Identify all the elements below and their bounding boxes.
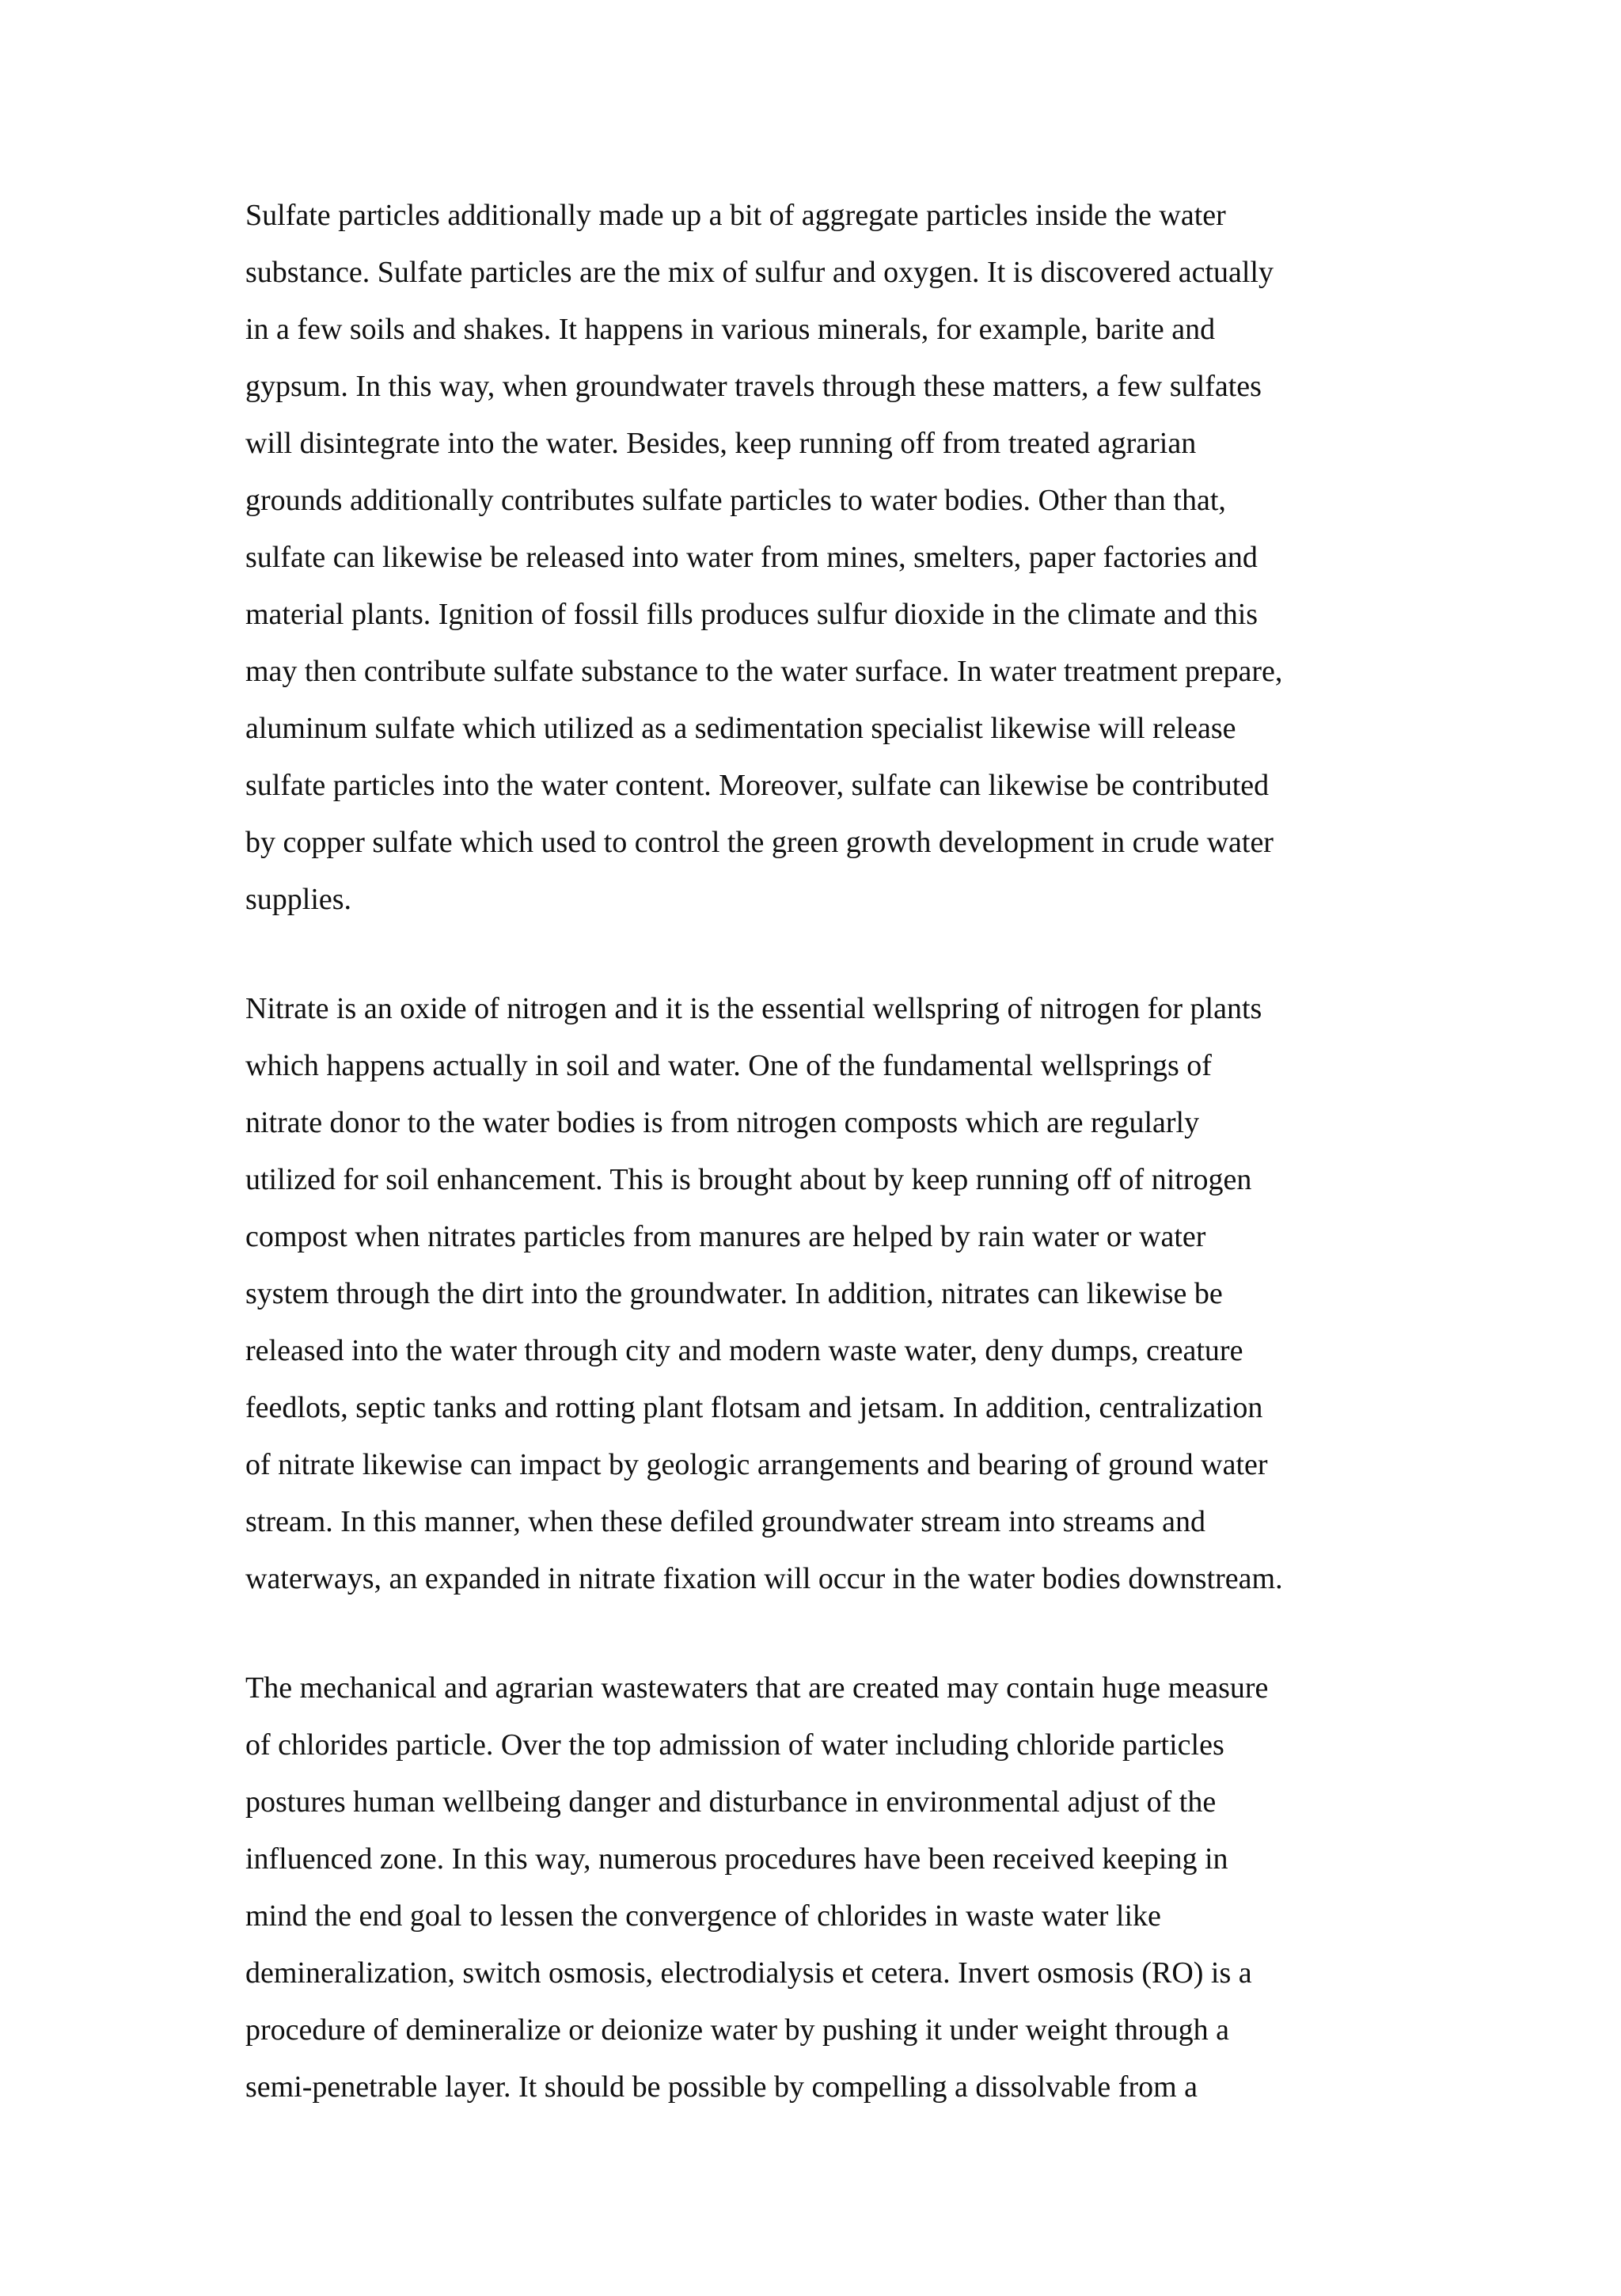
paragraph-line: compost when nitrates particles from manures are helped by rain water or water: [245, 1220, 1206, 1253]
paragraph-line: sulfate particles into the water content. Moreover, sulfate can likewise be contributed: [245, 769, 1270, 802]
paragraph-line: waterways, an expanded in nitrate fixation will occur in the water bodies downstream.: [245, 1562, 1283, 1595]
paragraph-line: semi-penetrable layer. It should be possible by compelling a dissolvable from a: [245, 2070, 1198, 2104]
paragraph-line: system through the dirt into the groundwater. In addition, nitrates can likewise be: [245, 1277, 1223, 1310]
paragraph-line: supplies.: [245, 883, 352, 916]
paragraph-line: nitrate donor to the water bodies is from nitrogen composts which are regularly: [245, 1106, 1200, 1139]
paragraph-line: utilized for soil enhancement. This is brought about by keep running off of nitrogen: [245, 1163, 1252, 1196]
paragraph-line: feedlots, septic tanks and rotting plant flotsam and jetsam. In addition, centralization: [245, 1391, 1263, 1424]
paragraph-line: mind the end goal to lessen the convergence of chlorides in waste water like: [245, 1899, 1161, 1933]
paragraph-line: material plants. Ignition of fossil fills produces sulfur dioxide in the climate and this: [245, 598, 1258, 631]
paragraph-nitrate: [245, 980, 1401, 1607]
paragraph-line: substance. Sulfate particles are the mix of sulfur and oxygen. It is discovered actually: [245, 256, 1274, 289]
paragraph-sulfate: [245, 187, 1401, 928]
paragraph-chlorides: [245, 1659, 1401, 2115]
paragraph-line: in a few soils and shakes. It happens in various minerals, for example, barite and: [245, 313, 1216, 346]
paragraph-line: sulfate can likewise be released into water from mines, smelters, paper factories and: [245, 541, 1258, 574]
paragraph-line: Sulfate particles additionally made up a bit of aggregate particles inside the water: [245, 199, 1226, 232]
paragraph-line: postures human wellbeing danger and disturbance in environmental adjust of the: [245, 1785, 1217, 1819]
paragraph-line: demineralization, switch osmosis, electrodialysis et cetera. Invert osmosis (RO) is a: [245, 1956, 1252, 1990]
paragraph-line: grounds additionally contributes sulfate particles to water bodies. Other than that,: [245, 484, 1226, 517]
paragraph-line: influenced zone. In this way, numerous procedures have been received keeping in: [245, 1842, 1228, 1876]
paragraph-line: The mechanical and agrarian wastewaters that are created may contain huge measure: [245, 1671, 1269, 1705]
paragraph-line: of nitrate likewise can impact by geologic arrangements and bearing of ground water: [245, 1448, 1268, 1481]
paragraph-line: procedure of demineralize or deionize water by pushing it under weight through a: [245, 2013, 1230, 2047]
paragraph-line: will disintegrate into the water. Besides, keep running off from treated agrarian: [245, 427, 1197, 460]
paragraph-line: Nitrate is an oxide of nitrogen and it is the essential wellspring of nitrogen for plants: [245, 992, 1262, 1025]
paragraph-line: by copper sulfate which used to control the green growth development in crude water: [245, 826, 1274, 859]
paragraph-line: may then contribute sulfate substance to the water surface. In water treatment prepare,: [245, 655, 1283, 688]
paragraph-line: aluminum sulfate which utilized as a sedimentation specialist likewise will release: [245, 712, 1236, 745]
paragraph-line: stream. In this manner, when these defiled groundwater stream into streams and: [245, 1505, 1206, 1538]
paragraph-line: gypsum. In this way, when groundwater travels through these matters, a few sulfates: [245, 370, 1262, 403]
paragraph-line: released into the water through city and modern waste water, deny dumps, creature: [245, 1334, 1243, 1367]
paragraph-line: of chlorides particle. Over the top admission of water including chloride particles: [245, 1728, 1224, 1762]
paragraph-line: which happens actually in soil and water. One of the fundamental wellsprings of: [245, 1049, 1212, 1082]
